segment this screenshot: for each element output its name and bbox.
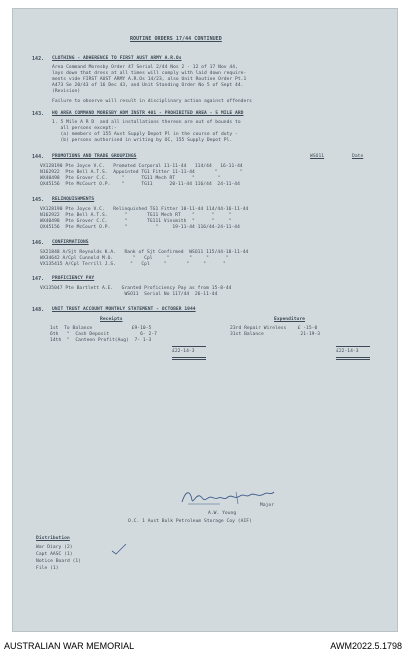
section-142-line: Area Command Moresby Order 47 Serial 2/44 Nos 2 - 12 of 17 Nov 44,	[52, 65, 238, 70]
section-143-line: all persons except:-	[52, 126, 117, 131]
total-rule	[172, 359, 206, 360]
expenditure-heading: Expenditure	[274, 317, 305, 322]
receipts-heading: Receipts	[100, 317, 123, 322]
section-144-title: PROMOTIONS AND TRADE GROUPINGS	[52, 154, 137, 159]
footer-institution: AUSTRALIAN WAR MEMORIAL	[4, 641, 135, 651]
receipt-row: 6th " Cash Deposit 6- 2-7	[50, 332, 157, 337]
distribution-item: File (1)	[36, 566, 59, 571]
page-header: ROUTINE ORDERS 17/44 CONTINUED	[130, 36, 222, 42]
section-148-number: 148.	[32, 307, 45, 313]
signatory-title: O.C. 1 Aust Bulk Petroleum Storage Coy (AIF)	[128, 519, 252, 524]
section-145-number: 145.	[32, 197, 45, 203]
table-row: WSO11 Serial No 117/44 26-11-44	[40, 292, 218, 297]
distribution-title: Distribution	[36, 536, 70, 541]
receipt-row: 14th " Canteen Profit(Aug) 7- 1-3	[50, 338, 152, 343]
section-142-line: ments vide FIRST AUST ARMY A.R.Os 14/23, also Unit Routine Order Pt.1	[52, 77, 247, 82]
section-142-number: 142.	[32, 56, 45, 62]
table-row: N162922 Pte Bell A.T.S. Appointed TG1 Fitter 11-11-44 " "	[40, 170, 243, 175]
section-142-line: A473 Se 20/43 of 16 Dec 43, and Unit Standing Order No 5 of Sept 44.	[52, 83, 244, 88]
receipts-total: £22-14-3	[172, 349, 195, 354]
section-146-number: 146.	[32, 240, 45, 246]
section-143-number: 143.	[32, 111, 45, 117]
section-142-line: lays down that dress at all times will comply with laid down require-	[52, 71, 247, 76]
section-147-title: PROFICIENCY PAY	[52, 276, 95, 281]
section-145-title: RELINQUISHMENTS	[52, 197, 95, 202]
expenditure-row: 23rd Repair Wireless £ -15-0	[230, 326, 318, 331]
section-143-line: (a) members of 155 Aust Supply Depot Pl in the course of duty -	[52, 132, 238, 137]
table-row: VX135415 A/Cpl Terrill J.S. " Cpl " " " "	[40, 262, 226, 267]
total-rule	[172, 346, 206, 347]
table-row: WX34642 A/Cpl Cunnold M.O. " Cpl " " " "	[40, 256, 229, 261]
receipt-row: 1st To Balance £9-10-5	[50, 326, 152, 331]
section-143-line: (b) persons authorised in writing by OC, 155 Supply Depot Pl.	[52, 138, 233, 143]
table-row: WX40498 Pte Grover C.C. " TG111 Vinsmith " " "	[40, 219, 232, 224]
table-row: VX128190 Pte Joyce V.C. Relinquished TG1 Fitter 10-11-44 114/44-16-11-44	[40, 207, 249, 212]
expenditure-row: 31st Balance 21-19-3	[230, 332, 321, 337]
total-rule	[336, 357, 370, 358]
archive-footer	[0, 637, 406, 653]
total-rule	[336, 359, 370, 360]
section-144-number: 144.	[32, 154, 45, 160]
section-142-line: (Revision)	[52, 89, 81, 94]
document-page	[12, 8, 398, 632]
footer-accession-number: AWM2022.5.1798	[330, 641, 402, 651]
section-142-title: CLOTHING - ADHERENCE TO FIRST AUST ARMY A.R.Os	[52, 56, 182, 61]
section-146-title: CONFIRMATIONS	[52, 240, 89, 245]
total-rule	[336, 346, 370, 347]
distribution-item: War Diary (2)	[36, 545, 73, 550]
distribution-item: Notice Board (1)	[36, 559, 82, 564]
section-142-warning: Failure to observe will result in disciplinary action against offenders	[52, 99, 252, 104]
table-row: WX40498 Pte Grover C.C. " TG11 Mech RT " "	[40, 176, 221, 181]
expenditure-total: £22-14-3	[336, 349, 359, 354]
table-row: N162922 Pte Bell A.T.S. " TG11 Mech RT " " "	[40, 213, 232, 218]
table-row: SX21848 A/Sjt Reynolds K.A. Rank of Sjt Confirmed WSO11 115/44-18-11-44	[40, 250, 249, 255]
checkmark-icon	[110, 542, 128, 556]
column-header-date: Date	[352, 154, 364, 159]
section-143-title: HQ AREA COMMAND MORESBY ADM INSTR 401 - PROHIBITED AREA - 5 MILE ARD	[52, 111, 244, 116]
table-row: VX135047 Pte Bartlett A.E. Granted Proficiency Pay as from 15-8-44	[40, 286, 232, 291]
table-row: VX128190 Pte Joyce V.C. Promoted Corporal 11-11-44 114/44 16-11-44	[40, 164, 243, 169]
section-143-line: 1. 5 Mile A R D and all installations thereon are out of bounds to	[52, 120, 241, 125]
table-row: QX45156 Pte McCourt O.P. " " 19-11-44 116/44-24-11-44	[40, 225, 240, 230]
section-148-title: UNIT TRUST ACCOUNT MONTHLY STATEMENT - OCTOBER 1944	[52, 307, 196, 312]
table-row: QX45156 Pte McCourt O.P. " TG11 20-11-44 116/44 24-11-44	[40, 182, 240, 187]
section-147-number: 147.	[32, 276, 45, 282]
signatory-rank: Major	[260, 503, 275, 508]
distribution-item: Capt AASC (1)	[36, 552, 73, 557]
total-rule	[172, 357, 206, 358]
column-header-wso: WSO11	[310, 154, 325, 159]
signatory-name: A.W. Young	[208, 511, 237, 516]
